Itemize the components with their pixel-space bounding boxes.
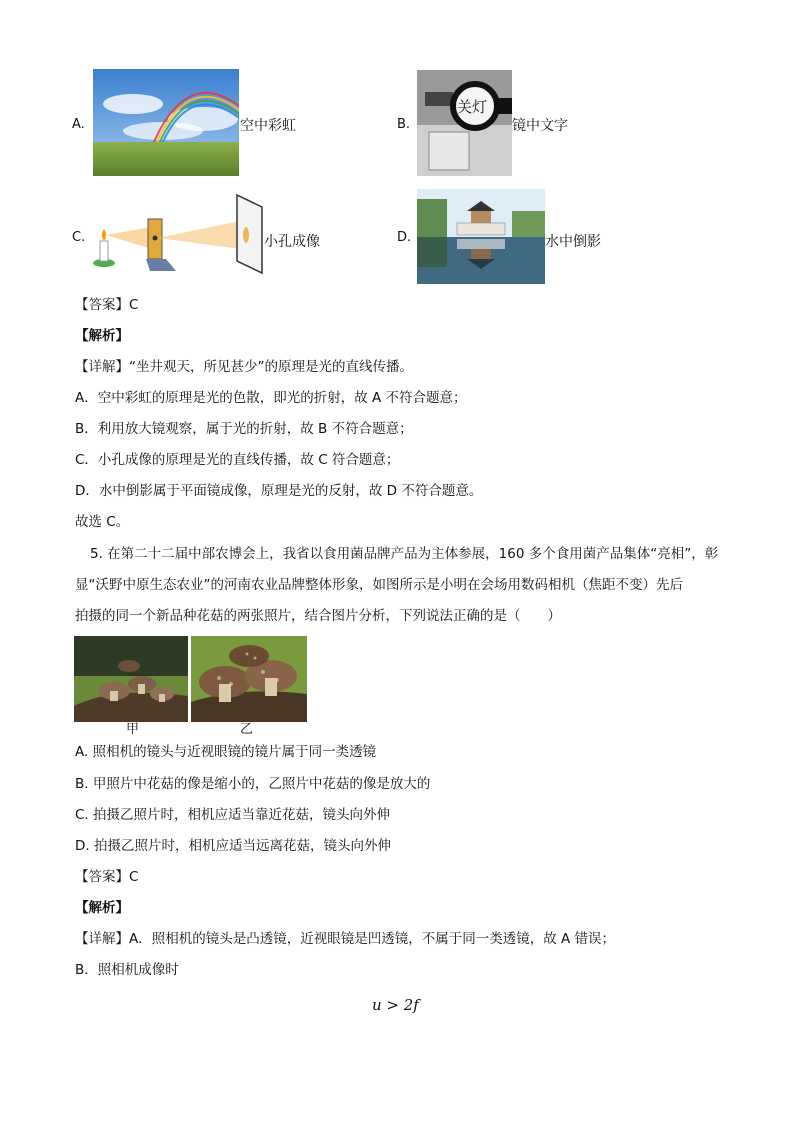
option-d-letter: D. xyxy=(397,230,412,245)
q5-analysis-label: 【解析】 xyxy=(75,900,129,916)
q4-line-b: B．利用放大镜观察，属于光的折射，故 B 不符合题意； xyxy=(75,421,413,437)
q4-analysis-label: 【解析】 xyxy=(75,328,129,344)
photo-label-yi: 乙 xyxy=(240,722,254,737)
q4-line-a: A．空中彩虹的原理是光的色散，即光的折射，故 A 不符合题意； xyxy=(75,390,467,406)
option-c-caption: 小孔成像 xyxy=(264,234,320,250)
reflection-photo xyxy=(417,189,545,284)
q5-option-b: B. 甲照片中花菇的像是缩小的，乙照片中花菇的像是放大的 xyxy=(75,776,431,792)
q5-line-b: B．照相机成像时 xyxy=(75,962,179,978)
magnifier-photo xyxy=(417,70,512,176)
magnifier-text: 关灯 xyxy=(457,98,488,116)
option-a-letter: A. xyxy=(72,117,85,132)
q4-answer: 【答案】C xyxy=(75,297,139,313)
q5-option-a: A. 照相机的镜头与近视眼镜的镜片属于同一类透镜 xyxy=(75,744,377,760)
q5-option-c: C. 拍摄乙照片时，相机应适当靠近花菇，镜头向外伸 xyxy=(75,807,391,823)
option-b-caption: 镜中文字 xyxy=(512,118,568,134)
q5-stem-line-2: 显“沃野中原生态农业”的河南农业品牌整体形象，如图所示是小明在会场用数码相机（焦距不变）先后 xyxy=(75,577,683,593)
q5-detail: 【详解】A．照相机的镜头是凸透镜，近视眼镜是凹透镜，不属于同一类透镜，故 A 错误； xyxy=(75,931,616,947)
q4-line-d: D．水中倒影属于平面镜成像，原理是光的反射，故 D 不符合题意。 xyxy=(75,483,483,499)
q4-line-c: C．小孔成像的原理是光的直线传播，故 C 符合题意； xyxy=(75,452,400,468)
q5-answer: 【答案】C xyxy=(75,869,139,885)
formula-u-gt-2f: u > 2f xyxy=(372,996,419,1014)
q5-option-d: D. 拍摄乙照片时，相机应适当远离花菇，镜头向外伸 xyxy=(75,838,391,854)
q4-detail: 【详解】“坐井观天，所见甚少”的原理是光的直线传播。 xyxy=(75,359,413,375)
q4-conclusion: 故选 C。 xyxy=(75,514,130,530)
mushroom-photo-yi xyxy=(191,636,307,722)
mushroom-photo-jia xyxy=(74,636,188,722)
option-a-caption: 空中彩虹 xyxy=(240,118,296,134)
q5-stem-line-3: 拍摄的同一个新品种花菇的两张照片，结合图片分析，下列说法正确的是（ ） xyxy=(75,608,561,624)
rainbow-photo xyxy=(93,69,239,176)
option-d-caption: 水中倒影 xyxy=(545,234,601,250)
photo-label-jia: 甲 xyxy=(126,722,140,737)
q5-stem-line-1: 5. 在第二十二届中部农博会上，我省以食用菌品牌产品为主体参展，160 多个食用菌产品集体“亮相”，彰 xyxy=(90,546,719,562)
option-b-letter: B. xyxy=(397,117,411,132)
option-c-letter: C. xyxy=(72,230,86,245)
pinhole-diagram xyxy=(92,193,264,275)
